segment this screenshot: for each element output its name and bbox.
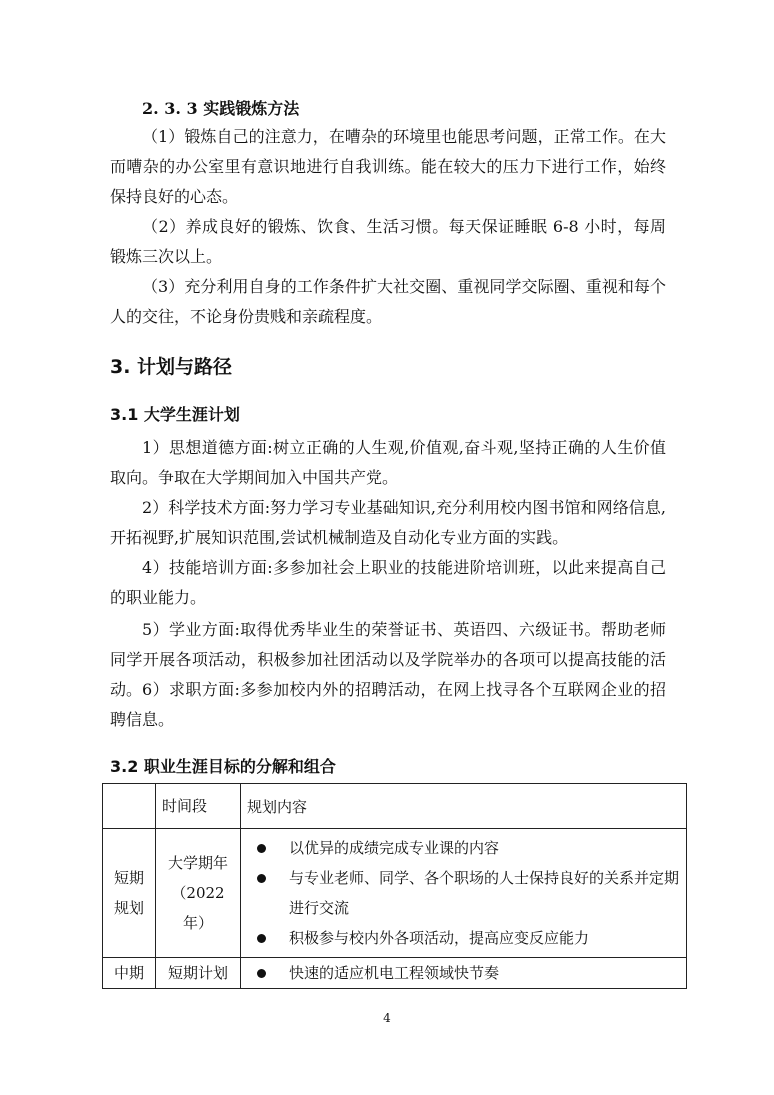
section-3-1-heading: 3.1 大学生涯计划 — [110, 405, 240, 424]
phase-cell: 短期规划 — [103, 829, 156, 958]
paragraph-habits: （2）养成良好的锻炼、饮食、生活习惯。每天保证睡眠 6-8 小时，每周锻炼三次以上。 — [110, 217, 666, 266]
table-header-empty — [103, 784, 156, 829]
phase-cell: 中期 — [103, 958, 156, 989]
paragraph-skill-training: 4）技能培训方面:多参加社会上职业的技能进阶培训班，以此来提高自己的职业能力。 — [110, 558, 666, 607]
table-header-content: 规划内容 — [241, 784, 687, 829]
paragraph-attention-training: （1）锻炼自己的注意力，在嘈杂的环境里也能思考问题，正常工作。在大而嘈杂的办公室里有意识地进行自我训练。能在较大的压力下进行工作，始终保持良好的心态。 — [110, 127, 666, 206]
bullet-icon — [257, 844, 266, 853]
bullet-icon — [257, 874, 266, 883]
section-3-2-heading: 3.2 职业生涯目标的分解和组合 — [110, 757, 336, 776]
list-item: 与专业老师、同学、各个职场的人士保持良好的关系并定期进行交流 — [247, 863, 680, 923]
bullet-icon — [257, 934, 266, 943]
plan-content-cell — [241, 958, 687, 989]
paragraph-academics: 5）学业方面:取得优秀毕业生的荣誉证书、英语四、六级证书。帮助老师同学开展各项活动，积极参加社团活动以及学院举办的各项可以提高技能的活动。 — [110, 620, 666, 699]
table-row — [103, 829, 687, 958]
table-header-period: 时间段 — [156, 784, 241, 829]
period-cell: 短期计划 — [156, 958, 241, 989]
table-row — [103, 958, 687, 989]
career-plan-table — [102, 783, 687, 989]
paragraph-science-tech: 2）科学技术方面:努力学习专业基础知识,充分利用校内图书馆和网络信息,开拓视野,扩展知识范围,尝试机械制造及自动化专业方面的实践。 — [110, 498, 666, 547]
section-2-3-3-heading: 2. 3. 3 实践锻炼方法 — [142, 99, 300, 118]
plan-content-cell — [241, 829, 687, 958]
period-cell: 大学期年（2022 年） — [156, 829, 241, 958]
table-header-row — [103, 784, 687, 829]
list-item: 积极参与校内外各项活动，提高应变反应能力 — [247, 923, 680, 953]
list-item: 快速的适应机电工程领域快节奏 — [247, 958, 680, 988]
paragraph-ideology: 1）思想道德方面:树立正确的人生观,价值观,奋斗观,坚持正确的人生价值取向。争取在大学期间加入中国共产党。 — [110, 438, 666, 487]
paragraph-social-circle: （3）充分利用自身的工作条件扩大社交圈、重视同学交际圈、重视和每个人的交往，不论身份贵贱和亲疏程度。 — [110, 277, 666, 326]
list-item: 以优异的成绩完成专业课的内容 — [247, 833, 680, 863]
bullet-icon — [257, 969, 266, 978]
paragraph-job-hunting: 6）求职方面:多参加校内外的招聘活动，在网上找寻各个互联网企业的招聘信息。 — [110, 680, 666, 729]
page-number: 4 — [383, 1011, 391, 1025]
section-3-heading: 3. 计划与路径 — [110, 356, 233, 378]
